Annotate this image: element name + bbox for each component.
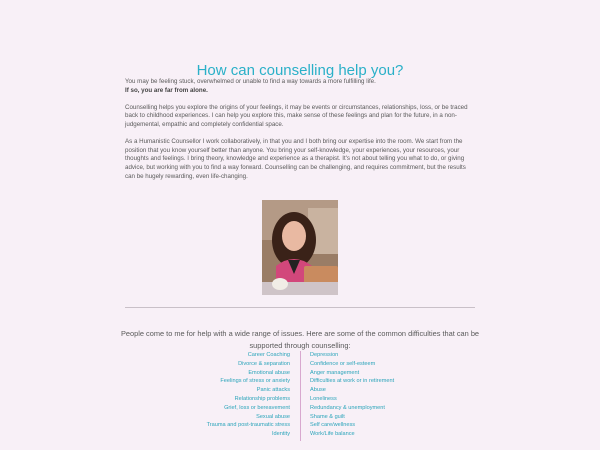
issue-link[interactable]: Sexual abuse [256, 413, 290, 420]
issue-link[interactable]: Self care/wellness [310, 422, 356, 429]
issues-intro: People come to me for help with a wide range of issues. Here are some of the common difficulties that can be supported through counselling: [120, 329, 480, 350]
issue-link[interactable]: Grief, loss or bereavement [224, 404, 290, 411]
issues-list-left [207, 351, 290, 439]
issue-link[interactable]: Identity [271, 431, 290, 438]
paragraph-1 [125, 78, 477, 95]
page-title: How can counselling help you? [196, 62, 404, 80]
issue-link[interactable]: Confidence or self-esteem [310, 360, 376, 367]
issue-link[interactable]: Loneliness [310, 395, 337, 402]
section-divider [125, 307, 475, 308]
intro-text [125, 78, 477, 190]
issue-link[interactable]: Feelings of stress or anxiety [220, 378, 290, 385]
issue-link[interactable]: Work/Life balance [310, 431, 355, 438]
issue-link[interactable]: Divorce & separation [238, 360, 290, 367]
paragraph-1-bold: If so, you are far from alone. [125, 86, 208, 94]
counsellor-photo [262, 200, 338, 295]
issue-link[interactable]: Relationship problems [234, 395, 290, 402]
issue-link[interactable]: Anger management [310, 369, 360, 376]
issue-link[interactable]: Emotional abuse [248, 369, 290, 376]
paragraph-3: As a Humanistic Counsellor I work collaboratively, in that you and I both bring our expertise into the room. We start from the position that you know yourself better than anyone. You bring your self-knowledge, your experiences, your resources, your thoughts and feelings. I bring theory, knowledge and experience as a therapist. It's not about telling you what to do, or giving advice, but working with you to find a way forward. Counselling can be challenging, and requires commitment, but the results can be hugely rewarding, even life-changing. [125, 138, 466, 180]
issues-list-separator [300, 351, 301, 441]
issue-link[interactable]: Redundancy & unemployment [310, 404, 385, 411]
issue-link[interactable]: Depression [310, 352, 339, 358]
issue-link[interactable]: Panic attacks [256, 387, 290, 394]
issue-link[interactable]: Difficulties at work or in retirement [310, 378, 395, 385]
paragraph-1-text: You may be feeling stuck, overwhelmed or unable to find a way towards a more fulfilling life. [125, 78, 376, 85]
issue-link[interactable]: Career Coaching [247, 352, 290, 358]
issue-link[interactable]: Shame & guilt [310, 413, 345, 420]
paragraph-2: Counselling helps you explore the origins of your feelings, it may be events or circumstances, relationships, loss, or be traced back to childhood experiences. I can help you explore this, make sense of these feelings and plan for the future, in a non-judgemental, empathic and completely confidential space. [125, 103, 468, 128]
issue-link[interactable]: Abuse [310, 387, 326, 394]
issues-list-right [310, 351, 394, 439]
counsellor-portrait-image [262, 200, 338, 295]
issue-link[interactable]: Trauma and post-traumatic stress [206, 422, 290, 429]
